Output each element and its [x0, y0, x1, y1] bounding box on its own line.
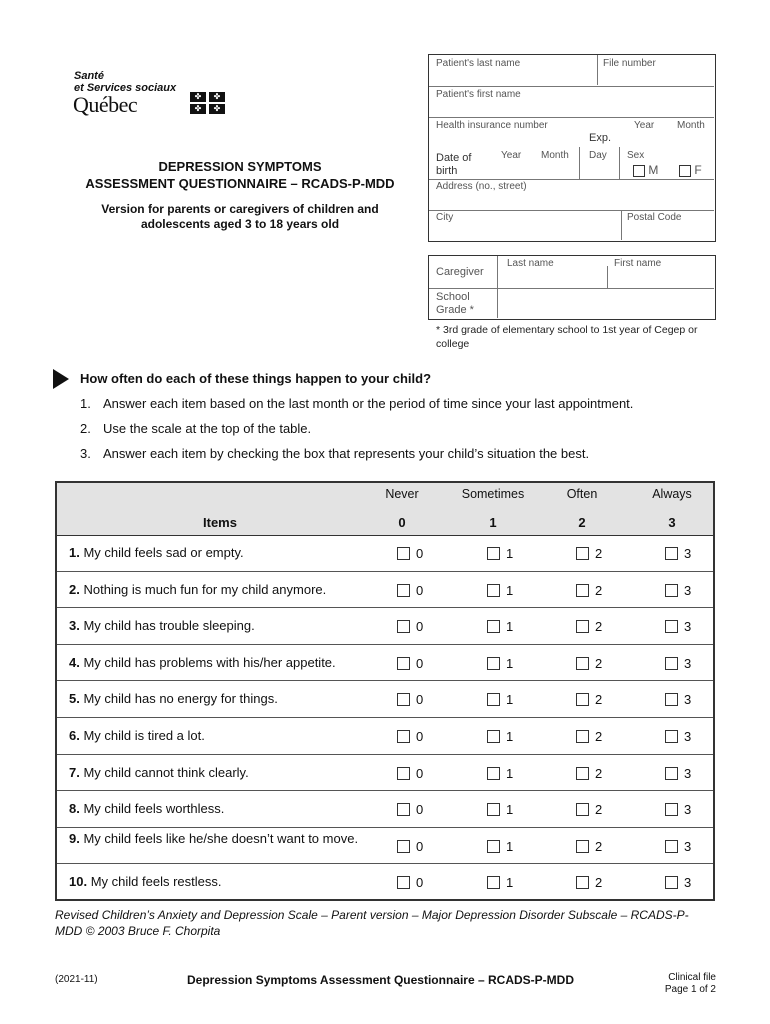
clinical-file-label: Clinical file	[668, 972, 716, 983]
table-row	[57, 572, 713, 609]
answer-option-2[interactable]	[576, 802, 602, 817]
answer-checkbox[interactable]	[397, 620, 410, 633]
answer-option-3[interactable]	[665, 802, 691, 817]
item-text	[69, 765, 369, 781]
scale-always-label: Always	[652, 487, 692, 501]
answer-checkbox[interactable]	[487, 840, 500, 853]
answer-option-2[interactable]	[576, 875, 602, 890]
questionnaire-table	[55, 481, 715, 901]
answer-option-2[interactable]	[576, 839, 602, 854]
answer-checkbox[interactable]	[576, 547, 589, 560]
date-of-birth-label: Date of birth	[436, 152, 472, 177]
answer-checkbox[interactable]	[397, 803, 410, 816]
answer-option-3[interactable]	[665, 692, 691, 707]
table-header	[57, 483, 713, 536]
scale-sometimes-label: Sometimes	[461, 487, 525, 501]
question-heading: How often do each of these things happen to your child?	[80, 371, 432, 386]
instruction-text: Answer each item by checking the box that represents your child’s situation the best.	[103, 446, 590, 461]
answer-option-3[interactable]	[665, 839, 691, 854]
answer-value: 0	[416, 875, 424, 891]
item-number: 6.	[69, 728, 80, 743]
instruction-number: 1.	[80, 396, 91, 411]
grade-footnote: * 3rd grade of elementary school to 1st year of Cegep or college	[436, 324, 698, 350]
answer-checkbox[interactable]	[665, 840, 678, 853]
document-subtitle: Version for parents or caregivers of children and adolescents aged 3 to 18 years old	[101, 202, 379, 231]
answer-checkbox[interactable]	[397, 657, 410, 670]
answer-option-0[interactable]	[397, 875, 423, 890]
scale-often-value: 2	[578, 515, 586, 530]
answer-value: 1	[506, 692, 514, 708]
answer-value: 2	[595, 729, 603, 744]
fleur-de-lis-flag-icon: ✤ ✤ ✤ ✤	[190, 92, 226, 114]
item-text	[69, 582, 369, 598]
citation: Revised Children’s Anxiety and Depression Scale – Parent version – Major Depression Disorder Subscale – RCADS-P-MDD © 2003 Bruce F. Chorpita	[55, 908, 689, 938]
answer-checkbox[interactable]	[487, 547, 500, 560]
answer-checkbox[interactable]	[487, 584, 500, 597]
answer-value: 3	[684, 765, 692, 781]
school-grade-input[interactable]	[501, 291, 711, 315]
answer-checkbox[interactable]	[665, 620, 678, 633]
answer-option-2[interactable]	[576, 729, 602, 744]
answer-checkbox[interactable]	[397, 767, 410, 780]
instruction-number: 2.	[80, 421, 91, 436]
female-label: F	[694, 163, 702, 177]
answer-value: 1	[506, 655, 514, 671]
answer-option-3[interactable]	[665, 766, 691, 781]
item-number: 10.	[69, 874, 88, 890]
male-label: M	[648, 163, 659, 177]
answer-checkbox[interactable]	[576, 584, 589, 597]
female-checkbox[interactable]	[679, 165, 691, 177]
title-line-1: DEPRESSION SYMPTOMS	[158, 159, 322, 174]
caregiver-last-name-field[interactable]: Last name	[507, 258, 554, 269]
answer-option-3[interactable]	[665, 875, 691, 890]
answer-option-2[interactable]	[576, 619, 602, 634]
answer-checkbox[interactable]	[487, 620, 500, 633]
answer-value: 0	[416, 729, 424, 744]
answer-option-1[interactable]	[487, 692, 513, 707]
answer-checkbox[interactable]	[487, 767, 500, 780]
health-insurance-field[interactable]: Health insurance number	[436, 120, 548, 131]
scale-never-value: 0	[398, 515, 406, 530]
answer-checkbox[interactable]	[397, 547, 410, 560]
answer-option-0[interactable]	[397, 729, 423, 744]
item-label: My child feels worthless.	[83, 801, 225, 817]
answer-value: 3	[684, 729, 692, 744]
school-grade-label	[436, 291, 474, 317]
answer-option-1[interactable]	[487, 583, 513, 598]
arrow-right-icon	[53, 369, 69, 389]
answer-value: 2	[595, 692, 603, 708]
item-text	[69, 874, 369, 890]
city-field[interactable]: City	[436, 212, 454, 223]
logo-quebec: Québec	[73, 92, 138, 117]
answer-option-0[interactable]	[397, 839, 423, 854]
last-name-field[interactable]: Patient's last name	[436, 58, 521, 69]
answer-option-2[interactable]	[576, 583, 602, 598]
answer-value: 2	[595, 765, 603, 781]
answer-checkbox[interactable]	[665, 584, 678, 597]
answer-value: 1	[506, 729, 514, 744]
table-row	[57, 535, 713, 572]
table-row	[57, 718, 713, 755]
answer-value: 1	[506, 838, 514, 854]
answer-value: 2	[595, 619, 603, 635]
answer-option-0[interactable]	[397, 619, 423, 634]
scale-never-label: Never	[385, 487, 419, 501]
item-text	[69, 801, 369, 817]
answer-value: 3	[684, 619, 692, 635]
answer-option-1[interactable]	[487, 656, 513, 671]
table-row	[57, 828, 713, 865]
item-text	[69, 618, 369, 634]
answer-checkbox[interactable]	[665, 657, 678, 670]
caregiver-label: Caregiver	[436, 266, 484, 278]
answer-option-1[interactable]	[487, 619, 513, 634]
answer-option-2[interactable]	[576, 766, 602, 781]
answer-checkbox[interactable]	[397, 693, 410, 706]
table-row	[57, 645, 713, 682]
answer-checkbox[interactable]	[576, 620, 589, 633]
answer-checkbox[interactable]	[576, 693, 589, 706]
answer-value: 1	[506, 582, 514, 598]
answer-checkbox[interactable]	[665, 767, 678, 780]
table-row	[57, 608, 713, 645]
answer-value: 3	[684, 802, 692, 818]
answer-value: 1	[506, 875, 514, 891]
scale-always-value: 3	[668, 515, 676, 530]
answer-value: 0	[416, 802, 424, 818]
answer-option-2[interactable]	[576, 546, 602, 561]
answer-value: 0	[416, 582, 424, 598]
answer-checkbox[interactable]	[576, 803, 589, 816]
item-number: 2.	[69, 581, 80, 597]
item-label: My child feels sad or empty.	[83, 545, 244, 560]
table-row	[57, 755, 713, 792]
answer-checkbox[interactable]	[665, 876, 678, 889]
item-number: 1.	[69, 545, 80, 560]
answer-value: 0	[416, 692, 424, 708]
answer-value: 3	[684, 692, 692, 708]
item-text	[69, 655, 369, 671]
answer-value: 0	[416, 546, 424, 561]
answer-checkbox[interactable]	[665, 730, 678, 743]
answer-option-0[interactable]	[397, 766, 423, 781]
caregiver-box	[428, 255, 716, 320]
dob-day-label: Day	[589, 150, 607, 161]
answer-value: 3	[684, 582, 692, 598]
item-label: My child has no energy for things.	[83, 691, 278, 707]
items-header: Items	[203, 515, 237, 530]
answer-value: 2	[595, 546, 603, 561]
answer-option-3[interactable]	[665, 729, 691, 744]
answer-option-1[interactable]	[487, 875, 513, 890]
answer-checkbox[interactable]	[665, 693, 678, 706]
answer-value: 2	[595, 838, 603, 854]
answer-option-1[interactable]	[487, 546, 513, 561]
male-checkbox[interactable]	[633, 165, 645, 177]
answer-value: 3	[684, 875, 692, 891]
answer-value: 2	[595, 875, 603, 891]
item-label: My child feels like he/she doesn’t want to move.	[83, 830, 359, 846]
logo-line-1: Santé	[74, 70, 104, 82]
answer-option-3[interactable]	[665, 583, 691, 598]
answer-checkbox[interactable]	[397, 840, 410, 853]
answer-checkbox[interactable]	[397, 730, 410, 743]
answer-checkbox[interactable]	[576, 730, 589, 743]
table-row	[57, 681, 713, 718]
answer-option-0[interactable]	[397, 546, 423, 561]
answer-option-1[interactable]	[487, 839, 513, 854]
answer-option-2[interactable]	[576, 692, 602, 707]
footer-title: Depression Symptoms Assessment Questionnaire – RCADS-P-MDD	[187, 973, 574, 987]
item-label: My child has trouble sleeping.	[83, 618, 255, 634]
item-text	[69, 831, 369, 847]
answer-option-3[interactable]	[665, 656, 691, 671]
logo-line-2: et Services sociaux	[74, 82, 177, 94]
answer-value: 3	[684, 655, 692, 671]
answer-value: 3	[684, 838, 692, 854]
instruction-2	[80, 421, 311, 436]
scale-sometimes-value: 1	[489, 515, 497, 530]
answer-checkbox[interactable]	[576, 767, 589, 780]
dob-month-label: Month	[541, 150, 569, 161]
sex-label: Sex	[627, 150, 645, 161]
patient-info-box	[428, 54, 716, 242]
answer-checkbox[interactable]	[665, 547, 678, 560]
instruction-text: Use the scale at the top of the table.	[103, 421, 312, 436]
answer-checkbox[interactable]	[576, 876, 589, 889]
answer-checkbox[interactable]	[665, 803, 678, 816]
item-text	[69, 728, 369, 744]
form-version-code: (2021-11)	[55, 974, 98, 985]
sex-female-option[interactable]	[679, 163, 702, 177]
answer-option-0[interactable]	[397, 583, 423, 598]
instruction-3	[80, 446, 589, 461]
grade-label: Grade *	[436, 304, 474, 316]
answer-option-1[interactable]	[487, 802, 513, 817]
item-label: Nothing is much fun for my child anymore.	[83, 581, 327, 597]
answer-option-2[interactable]	[576, 656, 602, 671]
answer-checkbox[interactable]	[397, 876, 410, 889]
answer-option-0[interactable]	[397, 692, 423, 707]
title-line-2: ASSESSMENT QUESTIONNAIRE – RCADS-P-MDD	[85, 176, 395, 191]
answer-option-1[interactable]	[487, 729, 513, 744]
answer-checkbox[interactable]	[487, 693, 500, 706]
answer-value: 0	[416, 655, 424, 671]
dob-year-label: Year	[501, 150, 522, 161]
postal-code-field[interactable]: Postal Code	[627, 212, 682, 223]
answer-value: 1	[506, 765, 514, 781]
exp-label: Exp.	[589, 132, 612, 144]
school-label: School	[436, 291, 470, 303]
first-name-field[interactable]: Patient's first name	[436, 89, 521, 100]
sex-male-option[interactable]	[633, 163, 658, 177]
address-field[interactable]: Address (no., street)	[436, 181, 527, 192]
answer-checkbox[interactable]	[487, 730, 500, 743]
table-row	[57, 864, 713, 901]
item-label: My child has problems with his/her appetite.	[83, 654, 336, 670]
answer-value: 1	[506, 546, 514, 561]
item-text	[69, 545, 369, 561]
answer-checkbox[interactable]	[487, 657, 500, 670]
answer-option-3[interactable]	[665, 619, 691, 634]
answer-value: 0	[416, 838, 424, 854]
item-number: 7.	[69, 764, 80, 780]
answer-value: 1	[506, 619, 514, 635]
answer-value: 0	[416, 765, 424, 781]
answer-option-1[interactable]	[487, 766, 513, 781]
scale-often-label: Often	[566, 487, 598, 501]
instruction-text: Answer each item based on the last month or the period of time since your last appointment.	[103, 396, 634, 411]
answer-checkbox[interactable]	[397, 584, 410, 597]
item-text	[69, 691, 369, 707]
page-number: Page 1 of 2	[664, 984, 716, 995]
item-label: My child feels restless.	[90, 874, 222, 890]
file-number-field[interactable]: File number	[603, 58, 656, 69]
answer-value: 2	[595, 655, 603, 671]
item-number: 9.	[69, 830, 80, 846]
item-number: 4.	[69, 654, 80, 670]
instruction-1	[80, 396, 633, 411]
exp-month-label: Month	[677, 120, 705, 131]
answer-option-3[interactable]	[665, 546, 691, 561]
item-label: My child cannot think clearly.	[83, 764, 249, 780]
answer-value: 2	[595, 582, 603, 598]
footer-page-info	[640, 972, 716, 996]
item-number: 5.	[69, 691, 80, 707]
caregiver-first-name-field[interactable]: First name	[614, 258, 662, 269]
answer-value: 1	[506, 802, 514, 818]
answer-checkbox[interactable]	[487, 803, 500, 816]
exp-year-label: Year	[634, 120, 655, 131]
answer-option-0[interactable]	[397, 656, 423, 671]
item-label: My child is tired a lot.	[83, 728, 205, 743]
logo-text	[74, 70, 176, 94]
answer-value: 2	[595, 802, 603, 818]
document-title	[60, 158, 420, 192]
answer-checkbox[interactable]	[576, 657, 589, 670]
answer-value: 0	[416, 619, 424, 635]
answer-checkbox[interactable]	[487, 876, 500, 889]
answer-checkbox[interactable]	[576, 840, 589, 853]
answer-value: 3	[684, 546, 692, 561]
instruction-number: 3.	[80, 446, 91, 461]
item-number: 3.	[69, 618, 80, 634]
item-number: 8.	[69, 801, 80, 817]
table-row	[57, 791, 713, 828]
answer-option-0[interactable]	[397, 802, 423, 817]
